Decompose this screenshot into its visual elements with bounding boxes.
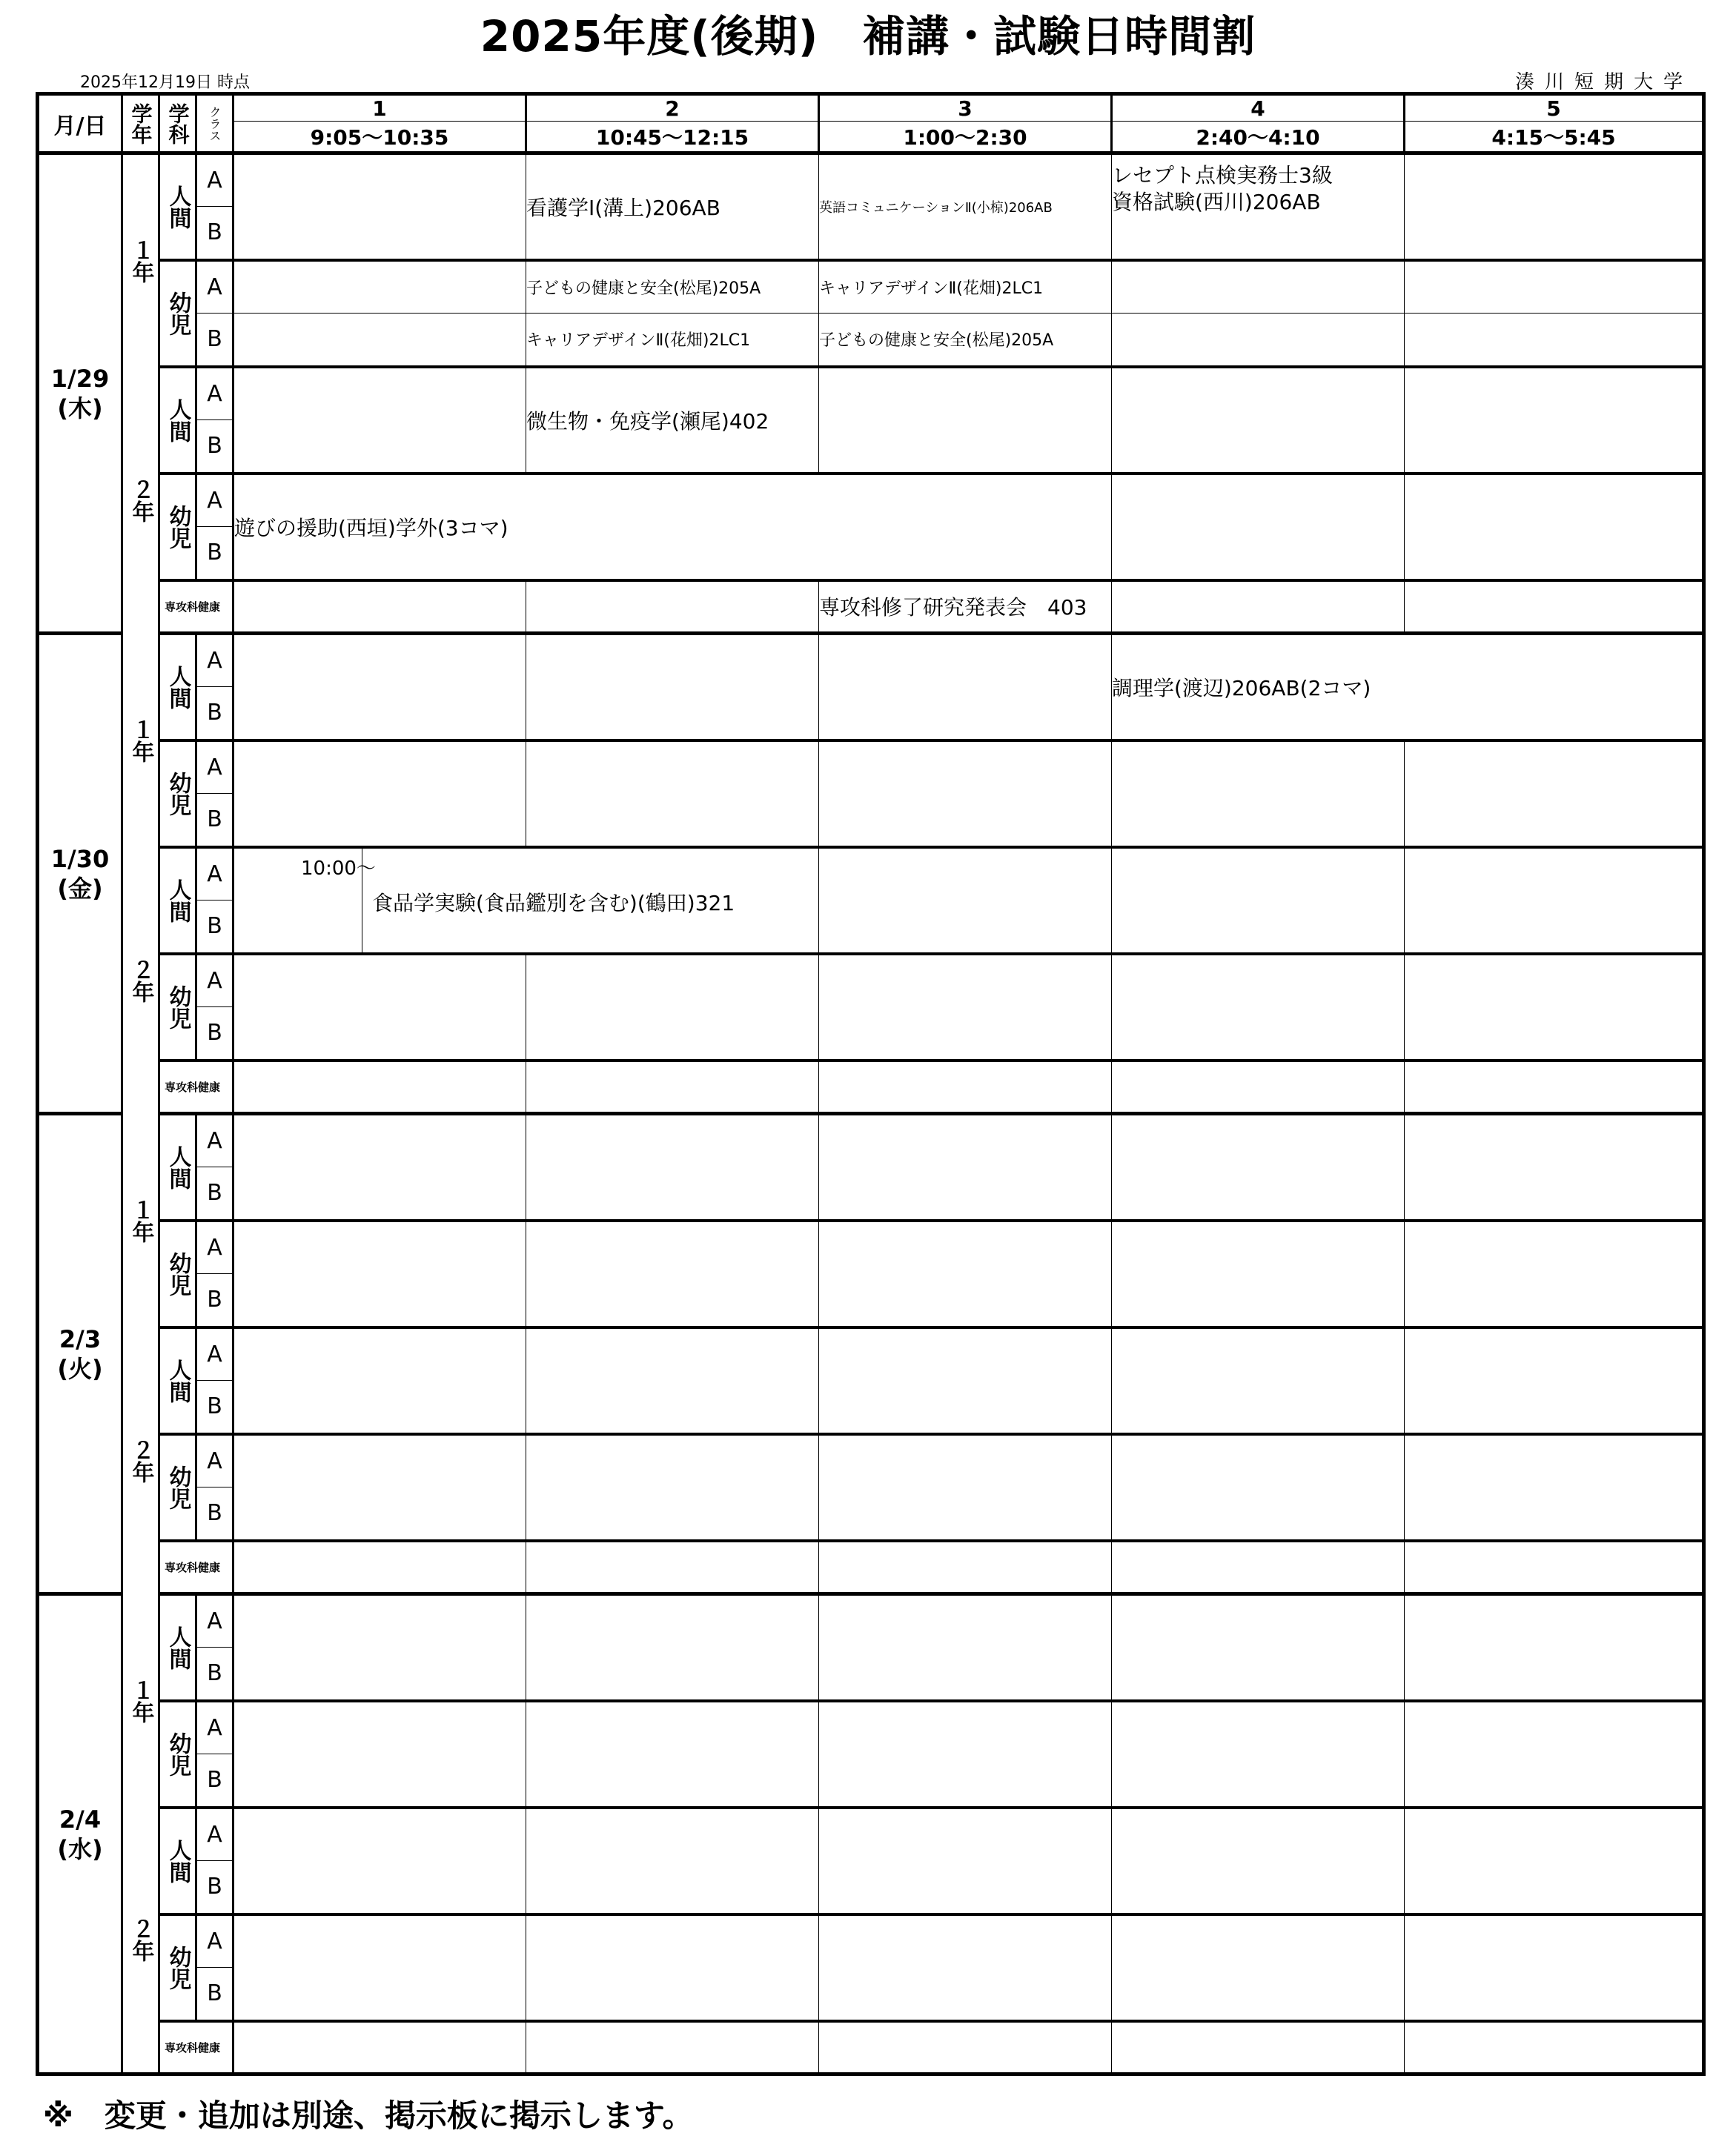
day1-y2-child-a (38, 474, 1704, 527)
day4-y2-child-a (38, 1914, 1704, 1968)
cell (1405, 2021, 1704, 2074)
day4-year1: １年 (122, 1594, 159, 1808)
class-b: B (196, 1754, 233, 1808)
event-kodomo-a: 子どもの健康と安全(松尾)205A (526, 260, 819, 314)
cell (526, 634, 819, 740)
class-a: A (196, 1808, 233, 1861)
day3-year2: ２年 (122, 1327, 159, 1594)
cell (233, 1221, 526, 1327)
cell (819, 367, 1112, 474)
class-b: B (196, 1968, 233, 2021)
event-career-b: キャリアデザインⅡ(花畑)2LC1 (526, 314, 819, 367)
cell (526, 1061, 819, 1114)
cell (819, 847, 1112, 954)
event-shokuhin-time: 10:00～ (301, 857, 376, 880)
cell (1405, 1434, 1704, 1541)
class-a: A (196, 1327, 233, 1381)
period-1-number: 1 (233, 94, 526, 122)
day2-y2-child-a (38, 954, 1704, 1007)
class-b: B (196, 207, 233, 260)
period-4-time: 2:40～4:10 (1112, 122, 1405, 153)
dept-child: 幼児 (159, 954, 196, 1061)
cell (1405, 1221, 1704, 1327)
day3-y2-child-a (38, 1434, 1704, 1487)
cell (1405, 1541, 1704, 1594)
cell (819, 1327, 1112, 1434)
event-english: 英語コミュニケーションⅡ(小椋)206AB (819, 153, 1112, 260)
cell (1405, 580, 1704, 634)
cell (1112, 1327, 1405, 1434)
cell (233, 1701, 526, 1808)
cell (1405, 954, 1704, 1061)
day4-year2: ２年 (122, 1808, 159, 2074)
cell (1112, 1541, 1405, 1594)
cell (1405, 847, 1704, 954)
cell (819, 954, 1112, 1061)
senkou-label: 専攻科健康 (159, 1541, 233, 1594)
event-shokuhin: 食品学実験(食品鑑別を含む)(鶴田)321 (372, 890, 735, 915)
senkou-label: 専攻科健康 (159, 2021, 233, 2074)
cell (233, 1914, 526, 2021)
cell (526, 954, 819, 1061)
cell (1112, 314, 1405, 367)
day1-year1: １年 (122, 153, 159, 367)
cell (819, 1434, 1112, 1541)
cell (526, 1808, 819, 1914)
cell (1112, 1061, 1405, 1114)
class-b: B (196, 687, 233, 740)
cell (233, 954, 526, 1061)
dept-child: 幼児 (159, 260, 196, 367)
period-3-number: 3 (819, 94, 1112, 122)
class-b: B (196, 1381, 233, 1434)
school-name: 湊川短期大学 (1514, 71, 1693, 93)
header-row-bottom (38, 122, 1704, 153)
cell (233, 1541, 526, 1594)
dept-child: 幼児 (159, 740, 196, 847)
cell (1405, 153, 1704, 260)
event-career-a: キャリアデザインⅡ(花畑)2LC1 (819, 260, 1112, 314)
cell (1405, 1594, 1704, 1701)
cell (819, 2021, 1112, 2074)
cell (526, 2021, 819, 2074)
cell (819, 634, 1112, 740)
senkou-label: 専攻科健康 (159, 580, 233, 634)
cell (1112, 580, 1405, 634)
period-4-number: 4 (1112, 94, 1405, 122)
class-a: A (196, 847, 233, 900)
cell (1405, 1701, 1704, 1808)
day1-y1-human-a (38, 153, 1704, 207)
cell (819, 1914, 1112, 2021)
cell (233, 1808, 526, 1914)
cell (1112, 367, 1405, 474)
class-a: A (196, 954, 233, 1007)
dept-human: 人間 (159, 1327, 196, 1434)
dept-human: 人間 (159, 634, 196, 740)
cell (1112, 740, 1405, 847)
cell (1112, 1701, 1405, 1808)
as-of-date: 2025年12月19日 時点 (80, 73, 250, 92)
class-a: A (196, 1114, 233, 1167)
event-asobi: 遊びの援助(西垣)学外(3コマ) (233, 474, 1112, 580)
class-b: B (196, 1007, 233, 1061)
event-chouri: 調理学(渡辺)206AB(2コマ) (1112, 634, 1704, 740)
day3-y1-human-a (38, 1114, 1704, 1167)
cell (233, 1434, 526, 1541)
header-dept: 学科 (159, 94, 196, 153)
cell (1112, 1808, 1405, 1914)
event-senkou-happyou: 専攻科修了研究発表会 403 (819, 580, 1112, 634)
cell (1112, 2021, 1405, 2074)
cell (233, 1114, 526, 1221)
dept-child: 幼児 (159, 1221, 196, 1327)
cell (1112, 260, 1405, 314)
day2-y1-child-a (38, 740, 1704, 794)
class-a: A (196, 474, 233, 527)
day4-senkou (38, 2021, 1704, 2074)
day2-senkou (38, 1061, 1704, 1114)
cell (233, 1327, 526, 1434)
day2-y1-human-a (38, 634, 1704, 687)
dept-child: 幼児 (159, 474, 196, 580)
cell (1112, 1594, 1405, 1701)
cell (819, 1221, 1112, 1327)
cell (819, 740, 1112, 847)
cell (1405, 367, 1704, 474)
day1-senkou (38, 580, 1704, 634)
cell (819, 1114, 1112, 1221)
cell (526, 1594, 819, 1701)
cell (1112, 1914, 1405, 2021)
cell (1405, 1114, 1704, 1221)
period-5-number: 5 (1405, 94, 1704, 122)
cell (233, 367, 526, 474)
day4-y1-human-a (38, 1594, 1704, 1648)
class-b: B (196, 1274, 233, 1327)
dept-human: 人間 (159, 367, 196, 474)
class-b: B (196, 1487, 233, 1541)
class-a: A (196, 1434, 233, 1487)
cell (233, 740, 526, 847)
day4-y1-child-a (38, 1701, 1704, 1754)
period-5-time: 4:15～5:45 (1405, 122, 1704, 153)
cell (526, 1541, 819, 1594)
cell (233, 634, 526, 740)
event-receipt-exam: レセプト点検実務士3級 資格試験(西川)206AB (1112, 153, 1405, 260)
class-a: A (196, 1594, 233, 1648)
dept-human: 人間 (159, 847, 196, 954)
class-b: B (196, 527, 233, 580)
dept-human: 人間 (159, 1594, 196, 1701)
period-2-time: 10:45～12:15 (526, 122, 819, 153)
event-kango: 看護学Ⅰ(溝上)206AB (526, 153, 819, 260)
class-b: B (196, 1648, 233, 1701)
cell (526, 580, 819, 634)
cell (526, 740, 819, 847)
cell (1405, 1808, 1704, 1914)
page-title: 2025年度(後期) 補講・試験日時間割 (480, 11, 1256, 62)
day2-year2: ２年 (122, 847, 159, 1114)
class-b: B (196, 314, 233, 367)
cell (1405, 740, 1704, 847)
class-a: A (196, 1701, 233, 1754)
cell (526, 1114, 819, 1221)
dept-child: 幼児 (159, 1701, 196, 1808)
timetable (36, 92, 1706, 2076)
header-year: 学年 (122, 94, 159, 153)
cell (819, 1808, 1112, 1914)
cell (1405, 1061, 1704, 1114)
day2-year1: １年 (122, 634, 159, 847)
cell (233, 153, 526, 260)
event-kodomo-b: 子どもの健康と安全(松尾)205A (819, 314, 1112, 367)
cell (1405, 474, 1704, 580)
class-b: B (196, 420, 233, 474)
day3-date: 2/3 (火) (38, 1114, 122, 1594)
day2-y2-human-a (38, 847, 1704, 900)
cell (526, 1701, 819, 1808)
dept-human: 人間 (159, 1808, 196, 1914)
class-b: B (196, 1167, 233, 1221)
senkou-label: 専攻科健康 (159, 1061, 233, 1114)
cell (819, 1701, 1112, 1808)
cell (233, 260, 526, 314)
class-b: B (196, 900, 233, 954)
cell (1405, 260, 1704, 314)
period-3-time: 1:00～2:30 (819, 122, 1112, 153)
day3-y1-child-a (38, 1221, 1704, 1274)
class-b: B (196, 1861, 233, 1914)
cell (1112, 1221, 1405, 1327)
cell (233, 580, 526, 634)
class-a: A (196, 634, 233, 687)
event-shokuhin-block (233, 847, 819, 954)
cell (1405, 1914, 1704, 2021)
cell (1112, 1434, 1405, 1541)
day4-date: 2/4 (水) (38, 1594, 122, 2074)
dept-human: 人間 (159, 153, 196, 260)
class-a: A (196, 153, 233, 207)
class-a: A (196, 1221, 233, 1274)
cell (819, 1061, 1112, 1114)
header-row-top (38, 94, 1704, 122)
header-class: クラス (196, 94, 233, 153)
cell (233, 314, 526, 367)
dept-child: 幼児 (159, 1914, 196, 2021)
cell (526, 1914, 819, 2021)
cell (819, 1594, 1112, 1701)
cell (526, 1434, 819, 1541)
cell (526, 1327, 819, 1434)
period-1-time: 9:05～10:35 (233, 122, 526, 153)
event-biseibutsu: 微生物・免疫学(瀬尾)402 (526, 367, 819, 474)
cell (233, 1594, 526, 1701)
cell (1405, 314, 1704, 367)
day1-y1-child-b (38, 314, 1704, 367)
header-date: 月/日 (38, 94, 122, 153)
day1-y1-child-a (38, 260, 1704, 314)
day3-year1: １年 (122, 1114, 159, 1327)
day1-y2-human-a (38, 367, 1704, 420)
day4-y2-human-a (38, 1808, 1704, 1861)
day2-date: 1/30 (金) (38, 634, 122, 1114)
day3-y2-human-a (38, 1327, 1704, 1381)
period-2-number: 2 (526, 94, 819, 122)
class-b: B (196, 794, 233, 847)
cell (526, 1221, 819, 1327)
class-a: A (196, 260, 233, 314)
cell (1405, 1327, 1704, 1434)
class-a: A (196, 740, 233, 794)
class-a: A (196, 367, 233, 420)
cell (1112, 954, 1405, 1061)
class-a: A (196, 1914, 233, 1968)
cell (233, 2021, 526, 2074)
day1-date: 1/29 (木) (38, 153, 122, 634)
cell (1112, 474, 1405, 580)
dept-child: 幼児 (159, 1434, 196, 1541)
day3-senkou (38, 1541, 1704, 1594)
cell (233, 1061, 526, 1114)
footer-note: ※ 変更・追加は別途、掲示板に掲示します。 (43, 2097, 694, 2134)
cell (1112, 1114, 1405, 1221)
cell (1112, 847, 1405, 954)
dept-human: 人間 (159, 1114, 196, 1221)
cell (819, 1541, 1112, 1594)
day1-year2: ２年 (122, 367, 159, 634)
